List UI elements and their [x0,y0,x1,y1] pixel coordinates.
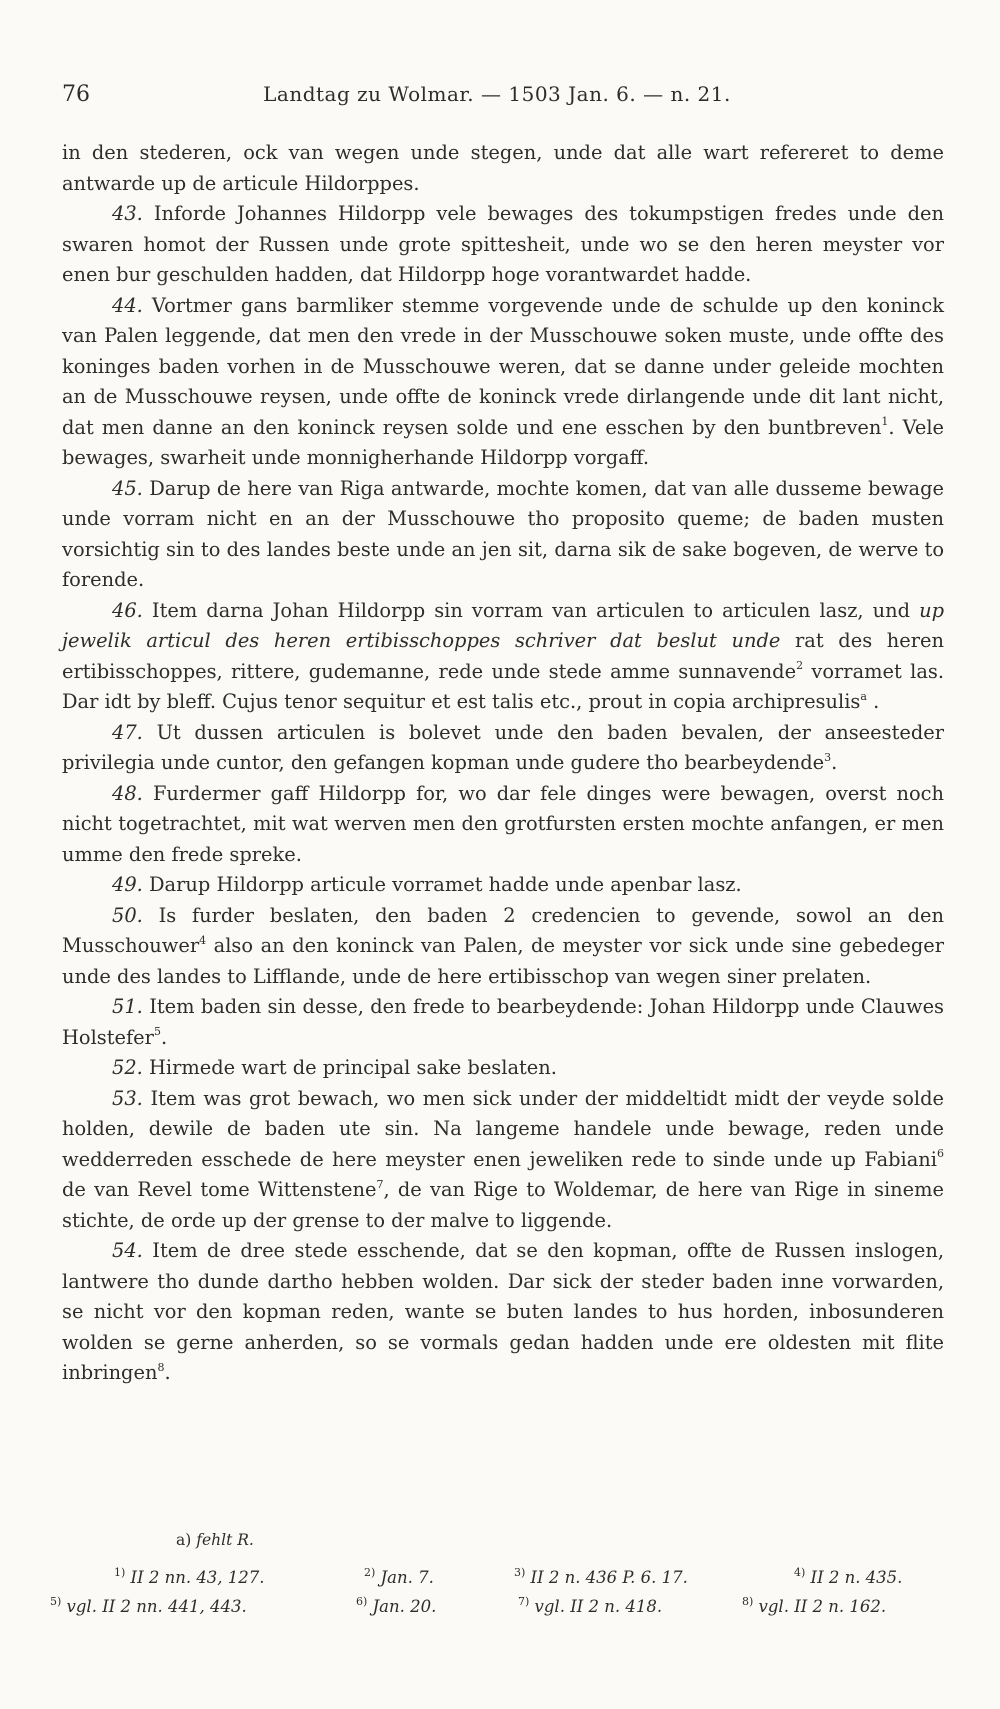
paragraph-number: 47. [112,720,143,744]
paragraph-number: 51. [112,995,143,1018]
paragraph-number: 44. [112,293,143,317]
footnote-1: $^{1)}$ II 2 nn. 43, 127. [114,1565,265,1587]
footnote-a: a) fehlt R. [176,1531,254,1549]
footnote-3: $^{3)}$ II 2 n. 436 P. 6. 17. [514,1565,688,1587]
paragraph-number: 49. [112,873,143,896]
footnote-ref: 4 [199,933,207,947]
paragraph-49: 49. Darup Hildorpp articule vorramet hadde unde apenbar lasz. [112,873,742,896]
footnote-2: $^{2)}$ Jan. 7. [364,1565,434,1587]
footnote-ref: 3 [824,750,832,764]
paragraph-number: 45. [112,476,143,500]
footnote-7: $^{7)}$ vgl. II 2 n. 418. [518,1594,663,1616]
running-title: Landtag zu Wolmar. — 1503 Jan. 6. — n. 21. [263,82,731,106]
footnote-8: $^{8)}$ vgl. II 2 n. 162. [742,1594,887,1616]
paragraph-52: 52. Hirmede wart de principal sake beslaten. [112,1056,557,1079]
paragraph-number: 46. [112,598,143,622]
footnote-ref: 8 [157,1360,165,1374]
paragraph-number: 50. [112,903,143,927]
main-text [62,138,944,1389]
paragraph-43: 43. Inforde Johannes Hildorpp vele bewages des tokumpstigen fredes unde den swaren homot der Russen unde grote spittesheit, unde wo se den heren meyster vor enen bur geschulden hadden, dat Hildorpp hoge vorantwardet hadde. [62,202,944,286]
paragraph-number: 43. [112,202,143,225]
page-header [62,74,932,114]
footnote-ref: 6 [937,1147,944,1161]
paragraph-47: 47. Ut dussen articulen is bolevet unde den baden bevalen, der anseesteder privilegia unde cuntor, den gefangen kopman unde gudere tho bearbeydende$^3$. [62,720,944,774]
paragraph-50: 50. Is furder beslaten, den baden 2 credencien to gevende, sowol an den Musschouwer$^4$ also an den koninck van Palen, de meyster vor sick unde sine gebedeger unde des landes to Lifflande, unde de here ertibisschop van wegen siner prelaten. [62,903,944,988]
footnote-5: $^{5)}$ vgl. II 2 nn. 441, 443. [50,1594,247,1616]
footnote-ref: a [860,689,867,703]
paragraph-48: 48. Furdermer gaff Hildorpp for, wo dar fele dinges were bewagen, overst noch nicht togetrachtet, mit wat werven men den grotfursten ersten mochte anfangen, er men umme den frede spreke. [62,781,944,866]
footnote-6: $^{6)}$ Jan. 20. [356,1594,437,1616]
paragraph-44: 44. Vortmer gans barmliker stemme vorgevende unde de schulde up den koninck van Palen leggende, dat men den vrede in der Musschouwe soken muste, unde offte des koninges baden vorhen in de Musschouwe weren, dat se danne under geleide mochten an de Musschouwe reysen, unde offte de koninck vrede dirlangende unde dit lant nicht, dat men danne an den koninck reysen solde und ene esschen by den buntbreven$^1$. Vele bewages, swarheit unde monnigherhande Hildorpp vorgaff. [62,293,945,469]
paragraph-54: 54. Item de dree stede esschende, dat se den kopman, offte de Russen inslogen, lantwere tho dunde dartho hebben wolden. Dar sick der steder baden inne vorwarden, se nicht vor den kopman reden, wante se buten landes to hus horden, inbosunderen wolden se gerne anherden, so se vormals gedan hadden unde ere oldesten mit flite inbringen$^8$. [62,1239,944,1384]
paragraph-number: 53. [112,1086,143,1110]
footnote-ref: 2 [796,659,804,673]
paragraph-46: 46. Item darna Johan Hildorpp sin vorram van articulen to articulen lasz, und up jewelik articul des heren ertibisschoppes schriver dat beslut unde rat des heren ertibisschoppes, rittere, gudemanne, rede unde stede amme sunnavende$^2$ vorramet las. Dar idt by bleff. Cujus tenor sequitur et est talis etc., prout in copia archipresulis$^a$ . [62,598,944,713]
footnote-ref: 5 [153,1025,161,1039]
footnote-4: $^{4)}$ II 2 n. 435. [794,1565,903,1587]
paragraph-number: 54. [112,1239,143,1262]
footnote-ref: 1 [881,415,889,429]
page-number: 76 [62,82,90,107]
paragraph-number: 48. [112,781,143,805]
paragraph-51: 51. Item baden sin desse, den frede to bearbeydende: Johan Hildorpp unde Clauwes Holstefer$^5$. [62,995,945,1049]
paragraph-45: 45. Darup de here van Riga antwarde, mochte komen, dat van alle dusseme bewage unde vorram nicht en an der Musschouwe tho proposito queme; de baden musten vorsichtig sin to des landes beste unde an jen sit, darna sik de sake bogeven, de werve to forende. [62,476,944,591]
paragraph-intro: in den stederen, ock van wegen unde stegen, unde dat alle wart refereret to deme antwarde up de articule Hildorppes. [62,141,944,195]
paragraph-number: 52. [112,1056,143,1079]
footnote-ref: 7 [376,1177,384,1191]
paragraph-53: 53. Item was grot bewach, wo men sick under der middeltidt midt der veyde solde holden, dewile de baden ute sin. Na langeme handele unde bewage, reden unde wedderreden esschede de here meyster enen jeweliken rede to sinde unde up Fabiani$^6$ de van Revel tome Wittenstene$^7$, de van Rige to Woldemar, de here van Rige in sineme stichte, de orde up der grense to der malve to liggende. [62,1086,944,1232]
